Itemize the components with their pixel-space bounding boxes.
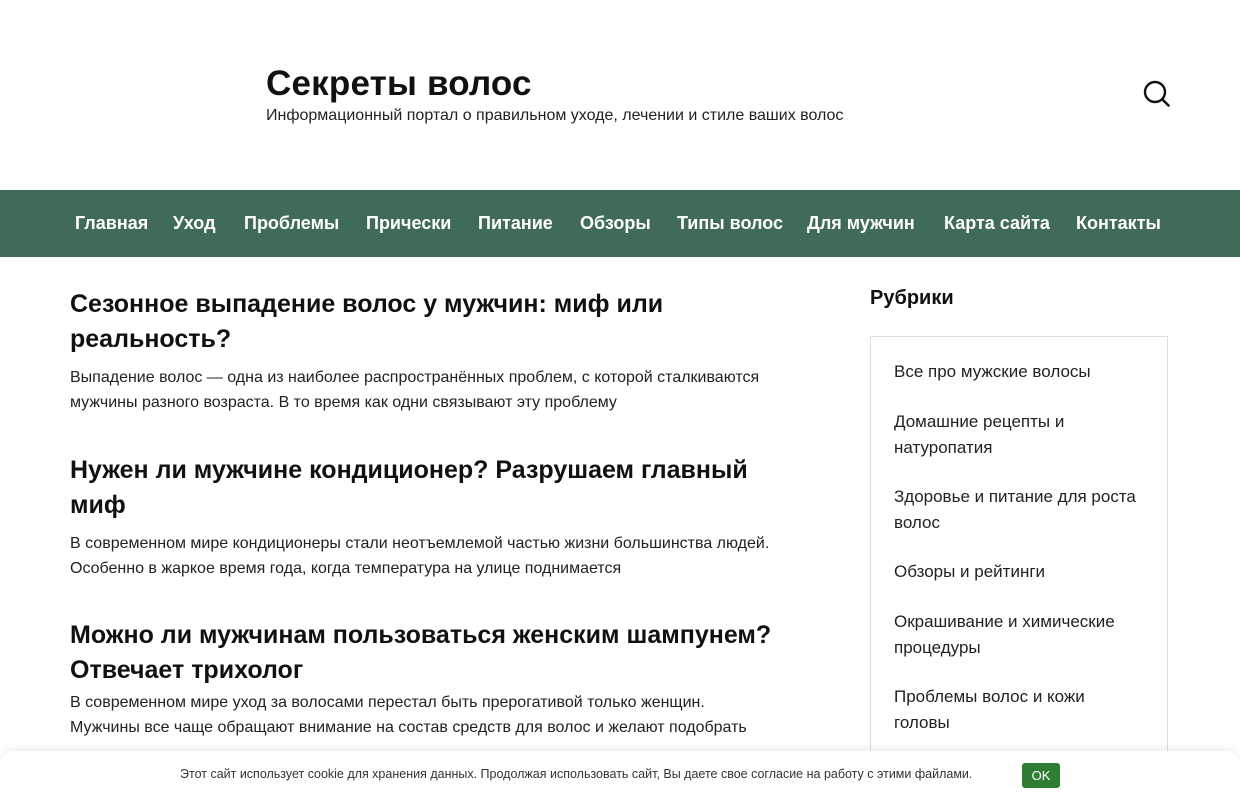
post-excerpt-line: Особенно в жаркое время года, когда температура на улице поднимается bbox=[70, 560, 622, 577]
category-label: Окрашивание и химические bbox=[894, 612, 1115, 631]
category-label: Здоровье и питание для роста bbox=[894, 487, 1136, 506]
category-item[interactable] bbox=[894, 684, 1156, 736]
post-title-line: Отвечает трихолог bbox=[70, 656, 304, 684]
cookie-ok-button[interactable]: OK bbox=[1022, 763, 1060, 788]
category-label: натуропатия bbox=[894, 438, 993, 457]
nav-item-sitemap[interactable]: Карта сайта bbox=[944, 213, 1050, 233]
category-item[interactable] bbox=[894, 359, 1156, 385]
category-item[interactable] bbox=[894, 609, 1156, 661]
nav-item-problems[interactable]: Проблемы bbox=[244, 213, 340, 233]
post-title-line: Можно ли мужчинам пользоваться женским шампунем? bbox=[70, 621, 772, 649]
post-excerpt-line: В современном мире кондиционеры стали неотъемлемой частью жизни большинства людей. bbox=[70, 535, 770, 552]
category-label: Обзоры и рейтинги bbox=[894, 562, 1046, 581]
category-label: Домашние рецепты и bbox=[894, 412, 1065, 431]
search-button[interactable] bbox=[1140, 76, 1174, 110]
widget-title: Рубрики bbox=[870, 287, 954, 309]
post-item bbox=[70, 618, 810, 740]
main-nav bbox=[0, 190, 1240, 257]
post-excerpt-line: В современном мире уход за волосами перестал быть прерогативой только женщин. bbox=[70, 694, 705, 711]
nav-item-care[interactable]: Уход bbox=[173, 213, 216, 233]
post-excerpt-line: Мужчины все чаще обращают внимание на состав средств для волос и желают подобрать bbox=[70, 719, 747, 736]
category-label: Проблемы волос и кожи bbox=[894, 687, 1085, 706]
nav-item-contacts[interactable]: Контакты bbox=[1076, 213, 1161, 233]
post-item bbox=[70, 287, 810, 415]
post-excerpt bbox=[70, 365, 810, 415]
cookie-text: Этот сайт использует cookie для хранения данных. Продолжая использовать сайт, Вы даете свое согласие на работу с этими файлами. bbox=[180, 767, 973, 781]
post-title[interactable]: Нужен ли мужчине кондиционер? Разрушаем главный миф bbox=[70, 456, 748, 519]
category-item[interactable] bbox=[894, 484, 1156, 536]
post-excerpt bbox=[70, 690, 810, 740]
category-item[interactable] bbox=[894, 409, 1156, 461]
nav-item-for-men[interactable]: Для мужчин bbox=[807, 213, 915, 233]
post-title[interactable]: Сезонное выпадение волос у мужчин: миф или реальность? bbox=[70, 290, 664, 353]
nav-item-reviews[interactable]: Обзоры bbox=[580, 213, 651, 233]
categories-box bbox=[870, 336, 1168, 776]
post-excerpt-line: Выпадение волос — одна из наиболее распространённых проблем, с которой сталкиваются bbox=[70, 369, 760, 386]
nav-item-home[interactable]: Главная bbox=[75, 213, 149, 233]
post-title[interactable] bbox=[70, 618, 810, 688]
category-label: процедуры bbox=[894, 638, 981, 657]
category-item[interactable] bbox=[894, 559, 1156, 585]
site-title[interactable]: Секреты волос bbox=[266, 64, 532, 103]
site-description: Информационный портал о правильном уходе, лечении и стиле ваших волос bbox=[266, 107, 844, 124]
site-header bbox=[0, 0, 1240, 190]
nav-item-hairstyles[interactable]: Прически bbox=[366, 213, 452, 233]
post-item bbox=[70, 453, 810, 581]
category-label: головы bbox=[894, 713, 950, 732]
category-label: Все про мужские волосы bbox=[894, 362, 1091, 381]
post-excerpt bbox=[70, 531, 810, 581]
cookie-banner bbox=[0, 751, 1240, 800]
nav-item-nutrition[interactable]: Питание bbox=[478, 213, 553, 233]
category-label: волос bbox=[894, 513, 940, 532]
nav-item-hair-types[interactable]: Типы волос bbox=[677, 213, 783, 233]
search-icon bbox=[1140, 76, 1174, 110]
post-excerpt-line: мужчины разного возраста. В то время как одни связывают эту проблему bbox=[70, 394, 617, 411]
